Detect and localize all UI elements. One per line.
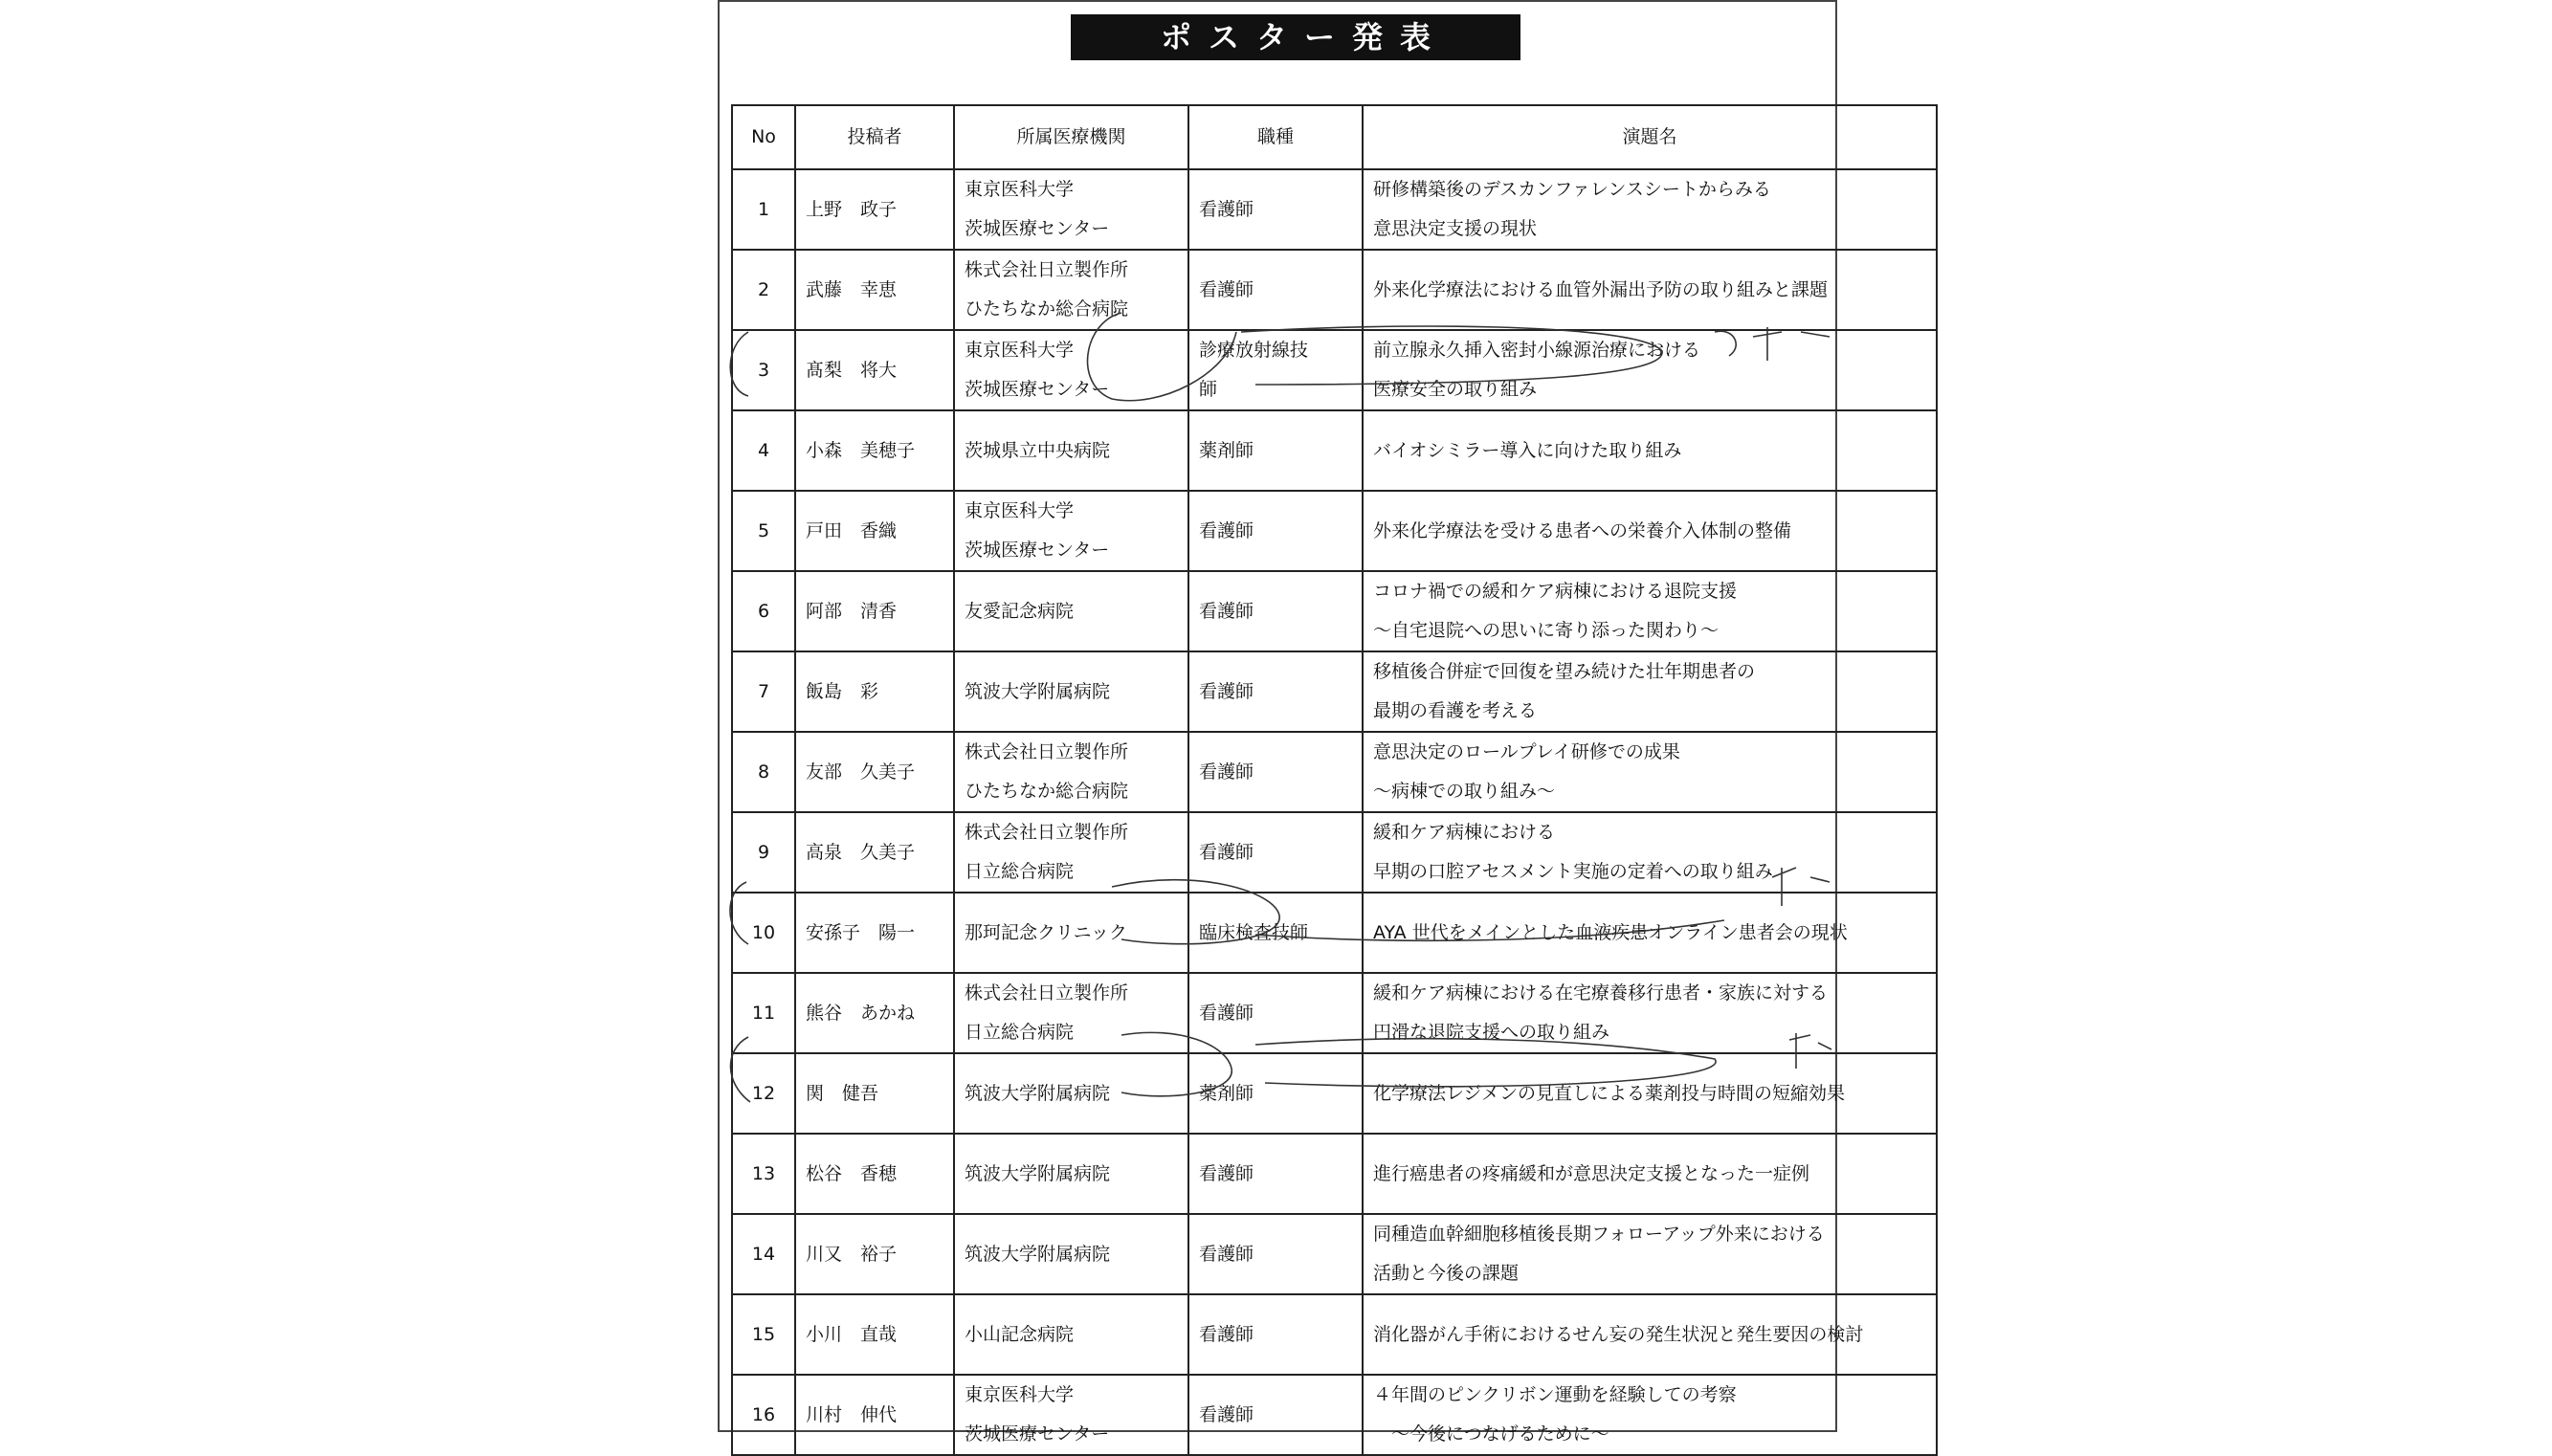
- institution-cell: [954, 1053, 1188, 1134]
- row-number: [732, 1214, 795, 1294]
- title-cell: [1363, 812, 1937, 893]
- title-cell: [1363, 169, 1937, 250]
- institution-cell-text: 友愛記念病院: [965, 600, 1075, 622]
- job-cell-text: 看護師: [1199, 519, 1254, 541]
- title-cell-text: ～今後につなげるために～: [1373, 1423, 1609, 1445]
- institution-cell-text: 那珂記念クリニック: [965, 921, 1127, 943]
- author-cell-text: 川又 裕子: [806, 1243, 898, 1265]
- job-cell: [1188, 1134, 1363, 1214]
- row-number: [732, 973, 795, 1053]
- job-cell-text: 師: [1199, 379, 1218, 400]
- institution-cell: [954, 1134, 1188, 1214]
- table-row: [732, 169, 1937, 250]
- institution-cell: [954, 893, 1188, 973]
- title-cell-text: 円滑な退院支援への取り組み: [1373, 1022, 1610, 1043]
- title-cell-text: 前立腺永久挿入密封小線源治療における: [1373, 340, 1701, 361]
- row-number-text: 14: [751, 1243, 776, 1265]
- row-number: [732, 169, 795, 250]
- job-cell-text: 薬剤師: [1199, 439, 1254, 461]
- job-cell: [1188, 491, 1363, 571]
- author-cell: [795, 1134, 954, 1214]
- header-title: 演題名: [1363, 105, 1937, 169]
- title-cell: [1363, 330, 1937, 410]
- table-row: [732, 812, 1937, 893]
- author-cell: [795, 732, 954, 812]
- job-cell-text: 看護師: [1199, 1403, 1254, 1425]
- title-cell: [1363, 732, 1937, 812]
- title-cell: [1363, 250, 1937, 330]
- institution-cell-text: 茨城県立中央病院: [965, 439, 1111, 461]
- row-number-text: 13: [751, 1162, 776, 1184]
- job-cell: [1188, 250, 1363, 330]
- title-cell: [1363, 973, 1937, 1053]
- institution-cell-text: 筑波大学附属病院: [965, 1082, 1111, 1104]
- institution-cell-text: 株式会社日立製作所: [965, 741, 1129, 762]
- row-number-text: 7: [757, 680, 770, 702]
- job-cell-text: 看護師: [1199, 680, 1254, 702]
- author-cell-text: 友部 久美子: [806, 761, 916, 783]
- institution-cell: [954, 1375, 1188, 1455]
- title-cell-text: ～自宅退院への思いに寄り添った関わり～: [1373, 620, 1720, 641]
- job-cell-text: 看護師: [1199, 1002, 1254, 1024]
- header-institution: 所属医療機関: [954, 105, 1188, 169]
- job-cell: [1188, 571, 1363, 651]
- title-cell-text: 緩和ケア病棟における: [1373, 822, 1556, 843]
- author-cell: [795, 410, 954, 491]
- title-cell-text: 化学療法レジメンの見直しによる薬剤投与時間の短縮効果: [1373, 1082, 1845, 1104]
- row-number: [732, 1134, 795, 1214]
- author-cell-text: 髙梨 将大: [806, 359, 898, 381]
- job-cell: [1188, 1053, 1363, 1134]
- author-cell-text: 阿部 清香: [806, 600, 898, 622]
- title-cell: [1363, 651, 1937, 732]
- institution-cell: [954, 491, 1188, 571]
- title-cell-text: 早期の口腔アセスメント実施の定着への取り組み: [1373, 861, 1773, 882]
- table-row: [732, 1375, 1937, 1455]
- job-cell: [1188, 169, 1363, 250]
- author-cell-text: 飯島 彩: [806, 680, 879, 702]
- table-row: [732, 732, 1937, 812]
- title-cell: [1363, 410, 1937, 491]
- author-cell-text: 熊谷 あかね: [806, 1002, 916, 1024]
- institution-cell-text: ひたちなか総合病院: [965, 298, 1129, 320]
- institution-cell: [954, 571, 1188, 651]
- author-cell: [795, 973, 954, 1053]
- row-number-text: 9: [757, 841, 770, 863]
- institution-cell-text: 東京医科大学: [965, 500, 1075, 521]
- title-cell: [1363, 1294, 1937, 1375]
- table-body: [732, 169, 1937, 1455]
- title-cell: [1363, 491, 1937, 571]
- job-cell: [1188, 1294, 1363, 1375]
- author-cell: [795, 1214, 954, 1294]
- title-cell-text: 意思決定のロールプレイ研修での成果: [1373, 741, 1680, 762]
- institution-cell-text: 株式会社日立製作所: [965, 259, 1129, 280]
- institution-cell: [954, 169, 1188, 250]
- author-cell-text: 武藤 幸恵: [806, 278, 898, 300]
- row-number-text: 12: [751, 1082, 776, 1104]
- job-cell-text: 臨床検査技師: [1199, 921, 1309, 943]
- title-cell-text: 緩和ケア病棟における在宅療養移行患者・家族に対する: [1373, 982, 1829, 1004]
- table-row: [732, 491, 1937, 571]
- institution-cell-text: 東京医科大学: [965, 340, 1075, 361]
- job-cell: [1188, 732, 1363, 812]
- job-cell-text: 診療放射線技: [1199, 340, 1309, 361]
- table-row: [732, 651, 1937, 732]
- row-number: [732, 491, 795, 571]
- author-cell-text: 安孫子 陽一: [806, 921, 916, 943]
- author-cell: [795, 1294, 954, 1375]
- job-cell-text: 看護師: [1199, 1243, 1254, 1265]
- institution-cell-text: 日立総合病院: [965, 861, 1075, 882]
- author-cell-text: 小森 美穂子: [806, 439, 916, 461]
- header-no: No: [732, 105, 795, 169]
- row-number: [732, 250, 795, 330]
- row-number-text: 10: [751, 921, 776, 943]
- institution-cell: [954, 1294, 1188, 1375]
- title-cell-text: 消化器がん手術におけるせん妄の発生状況と発生要因の検討: [1373, 1323, 1864, 1345]
- job-cell-text: 看護師: [1199, 841, 1254, 863]
- job-cell: [1188, 330, 1363, 410]
- author-cell-text: 関 健吾: [806, 1082, 879, 1104]
- table-row: [732, 1053, 1937, 1134]
- job-cell-text: 看護師: [1199, 1323, 1254, 1345]
- table-row: [732, 973, 1937, 1053]
- table-row: [732, 1294, 1937, 1375]
- author-cell: [795, 491, 954, 571]
- row-number: [732, 732, 795, 812]
- institution-cell-text: 日立総合病院: [965, 1022, 1075, 1043]
- author-cell: [795, 893, 954, 973]
- table-row: [732, 330, 1937, 410]
- row-number-text: 11: [751, 1002, 776, 1024]
- row-number: [732, 1375, 795, 1455]
- title-cell-text: 研修構築後のデスカンファレンスシートからみる: [1373, 179, 1771, 200]
- title-cell-text: 外来化学療法における血管外漏出予防の取り組みと課題: [1373, 278, 1829, 300]
- title-cell: [1363, 893, 1937, 973]
- institution-cell: [954, 973, 1188, 1053]
- job-cell: [1188, 973, 1363, 1053]
- institution-cell: [954, 812, 1188, 893]
- title-cell: [1363, 571, 1937, 651]
- title-cell-text: ４年間のピンクリボン運動を経験しての考察: [1373, 1384, 1737, 1405]
- job-cell: [1188, 893, 1363, 973]
- job-cell-text: 看護師: [1199, 278, 1254, 300]
- author-cell: [795, 571, 954, 651]
- institution-cell: [954, 1214, 1188, 1294]
- table-row: [732, 410, 1937, 491]
- institution-cell-text: 筑波大学附属病院: [965, 680, 1111, 702]
- table-row: [732, 1134, 1937, 1214]
- institution-cell: [954, 410, 1188, 491]
- job-cell: [1188, 1375, 1363, 1455]
- row-number-text: 2: [757, 278, 770, 300]
- row-number: [732, 893, 795, 973]
- author-cell-text: 小川 直哉: [806, 1323, 898, 1345]
- author-cell-text: 上野 政子: [806, 198, 898, 220]
- row-number: [732, 1294, 795, 1375]
- institution-cell: [954, 250, 1188, 330]
- title-cell-text: 同種造血幹細胞移植後長期フォローアップ外来における: [1373, 1224, 1825, 1245]
- job-cell: [1188, 410, 1363, 491]
- row-number-text: 3: [757, 359, 770, 381]
- author-cell: [795, 250, 954, 330]
- poster-table: [731, 104, 1938, 1456]
- institution-cell-text: 東京医科大学: [965, 179, 1075, 200]
- title-cell: [1363, 1053, 1937, 1134]
- institution-cell: [954, 330, 1188, 410]
- author-cell-text: 高泉 久美子: [806, 841, 916, 863]
- institution-cell-text: ひたちなか総合病院: [965, 781, 1129, 802]
- institution-cell-text: 筑波大学附属病院: [965, 1162, 1111, 1184]
- row-number-text: 5: [757, 519, 770, 541]
- row-number-text: 1: [757, 198, 770, 220]
- title-cell: [1363, 1214, 1937, 1294]
- author-cell-text: 松谷 香穂: [806, 1162, 898, 1184]
- title-cell-text: バイオシミラー導入に向けた取り組み: [1373, 439, 1682, 461]
- author-cell: [795, 1053, 954, 1134]
- author-cell: [795, 651, 954, 732]
- title-cell-text: AYA 世代をメインとした血液疾患オンライン患者会の現状: [1373, 921, 1848, 943]
- title-cell: [1363, 1375, 1937, 1455]
- row-number: [732, 330, 795, 410]
- job-cell: [1188, 1214, 1363, 1294]
- institution-cell: [954, 732, 1188, 812]
- title-cell-text: 活動と今後の課題: [1373, 1263, 1520, 1284]
- document-page: [718, 0, 1864, 1445]
- row-number-text: 6: [757, 600, 770, 622]
- header-author: 投稿者: [795, 105, 954, 169]
- institution-cell-text: 株式会社日立製作所: [965, 822, 1129, 843]
- author-cell-text: 戸田 香織: [806, 519, 898, 541]
- institution-cell-text: 株式会社日立製作所: [965, 982, 1129, 1004]
- author-cell-text: 川村 伸代: [806, 1403, 898, 1425]
- row-number: [732, 1053, 795, 1134]
- title-cell-text: 外来化学療法を受ける患者への栄養介入体制の整備: [1373, 519, 1792, 541]
- row-number-text: 16: [751, 1403, 776, 1425]
- table-row: [732, 250, 1937, 330]
- row-number: [732, 410, 795, 491]
- header-job: 職種: [1188, 105, 1363, 169]
- job-cell: [1188, 651, 1363, 732]
- title-cell-text: ～病棟での取り組み～: [1373, 781, 1556, 802]
- author-cell: [795, 330, 954, 410]
- title-cell-text: 意思決定支援の現状: [1373, 218, 1538, 239]
- table-row: [732, 1214, 1937, 1294]
- title-cell-text: 最期の看護を考える: [1373, 700, 1538, 721]
- title-cell-text: 進行癌患者の疼痛緩和が意思決定支援となった一症例: [1373, 1162, 1810, 1184]
- institution-cell: [954, 651, 1188, 732]
- table-row: [732, 571, 1937, 651]
- author-cell: [795, 812, 954, 893]
- institution-cell-text: 東京医科大学: [965, 1384, 1075, 1405]
- job-cell-text: 看護師: [1199, 1162, 1254, 1184]
- institution-cell-text: 茨城医療センター: [965, 379, 1110, 400]
- table-row: [732, 893, 1937, 973]
- institution-cell-text: 茨城医療センター: [965, 540, 1110, 561]
- page-title: ポスター発表: [1071, 14, 1520, 60]
- row-number-text: 4: [757, 439, 770, 461]
- title-cell: [1363, 1134, 1937, 1214]
- row-number-text: 8: [757, 761, 770, 783]
- table-header-row: [732, 105, 1937, 169]
- author-cell: [795, 169, 954, 250]
- job-cell-text: 看護師: [1199, 198, 1254, 220]
- author-cell: [795, 1375, 954, 1455]
- title-cell-text: 移植後合併症で回復を望み続けた壮年期患者の: [1373, 661, 1756, 682]
- job-cell: [1188, 812, 1363, 893]
- row-number: [732, 651, 795, 732]
- row-number-text: 15: [751, 1323, 776, 1345]
- institution-cell-text: 筑波大学附属病院: [965, 1243, 1111, 1265]
- job-cell-text: 看護師: [1199, 761, 1254, 783]
- row-number: [732, 812, 795, 893]
- title-cell-text: 医療安全の取り組み: [1373, 379, 1538, 400]
- institution-cell-text: 茨城医療センター: [965, 218, 1110, 239]
- title-cell-text: コロナ禍での緩和ケア病棟における退院支援: [1373, 581, 1738, 602]
- job-cell-text: 看護師: [1199, 600, 1254, 622]
- row-number: [732, 571, 795, 651]
- institution-cell-text: 小山記念病院: [965, 1323, 1075, 1345]
- job-cell-text: 薬剤師: [1199, 1082, 1254, 1104]
- institution-cell-text: 茨城医療センター: [965, 1423, 1110, 1445]
